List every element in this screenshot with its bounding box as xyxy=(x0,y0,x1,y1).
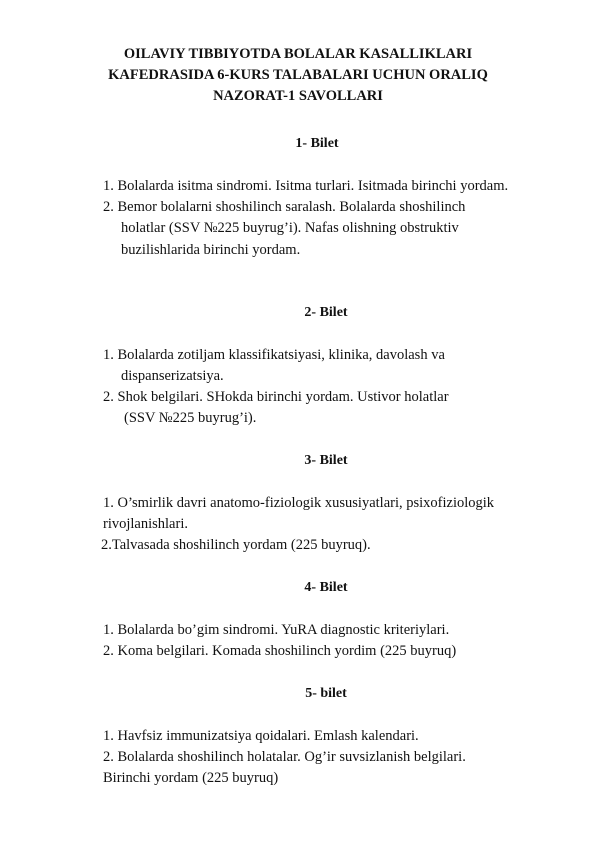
ticket-heading: 4- Bilet xyxy=(304,580,348,595)
ticket-heading: 1- Bilet xyxy=(295,136,339,151)
question-line: (SSV №225 buyrug’i). xyxy=(124,410,257,426)
ticket-heading: 3- Bilet xyxy=(304,453,348,468)
question-line: buzilishlarida birinchi yordam. xyxy=(121,242,301,258)
question-line: 2. Koma belgilari. Komada shoshilinch yordim (225 buyruq) xyxy=(103,643,457,659)
question-line: 1. Bolalarda bo’gim sindromi. YuRA diagnostic kriteriylari. xyxy=(103,622,450,638)
title-line-2: KAFEDRASIDA 6-KURS TALABALARI UCHUN ORALIQ xyxy=(108,67,488,83)
question-line: 2. Bemor bolalarni shoshilinch saralash. Bolalarda shoshilinch xyxy=(103,199,466,215)
question-line: 2. Shok belgilari. SHokda birinchi yordam. Ustivor holatlar xyxy=(103,389,449,405)
question-line: 2.Talvasada shoshilinch yordam (225 buyruq). xyxy=(101,537,371,553)
question-line: Birinchi yordam (225 buyruq) xyxy=(103,770,279,786)
ticket-heading: 2- Bilet xyxy=(304,305,348,320)
question-line: 1. O’smirlik davri anatomo-fiziologik xususiyatlari, psixofiziologik xyxy=(103,495,495,511)
question-line: 2. Bolalarda shoshilinch holatalar. Og’ir suvsizlanish belgilari. xyxy=(103,749,466,765)
title-line-3: NAZORAT-1 SAVOLLARI xyxy=(213,88,383,104)
question-line: rivojlanishlari. xyxy=(103,516,188,532)
question-line: dispanserizatsiya. xyxy=(121,368,224,384)
ticket-heading: 5- bilet xyxy=(305,686,347,701)
question-line: holatlar (SSV №225 buyrug’i). Nafas olishning obstruktiv xyxy=(121,220,459,236)
question-line: 1. Bolalarda isitma sindromi. Isitma turlari. Isitmada birinchi yordam. xyxy=(103,178,509,194)
question-line: 1. Havfsiz immunizatsiya qoidalari. Emlash kalendari. xyxy=(103,728,419,744)
title-line-1: OILAVIY TIBBIYOTDA BOLALAR KASALLIKLARI xyxy=(123,46,473,62)
question-line: 1. Bolalarda zotiljam klassifikatsiyasi, klinika, davolash va xyxy=(103,347,445,363)
